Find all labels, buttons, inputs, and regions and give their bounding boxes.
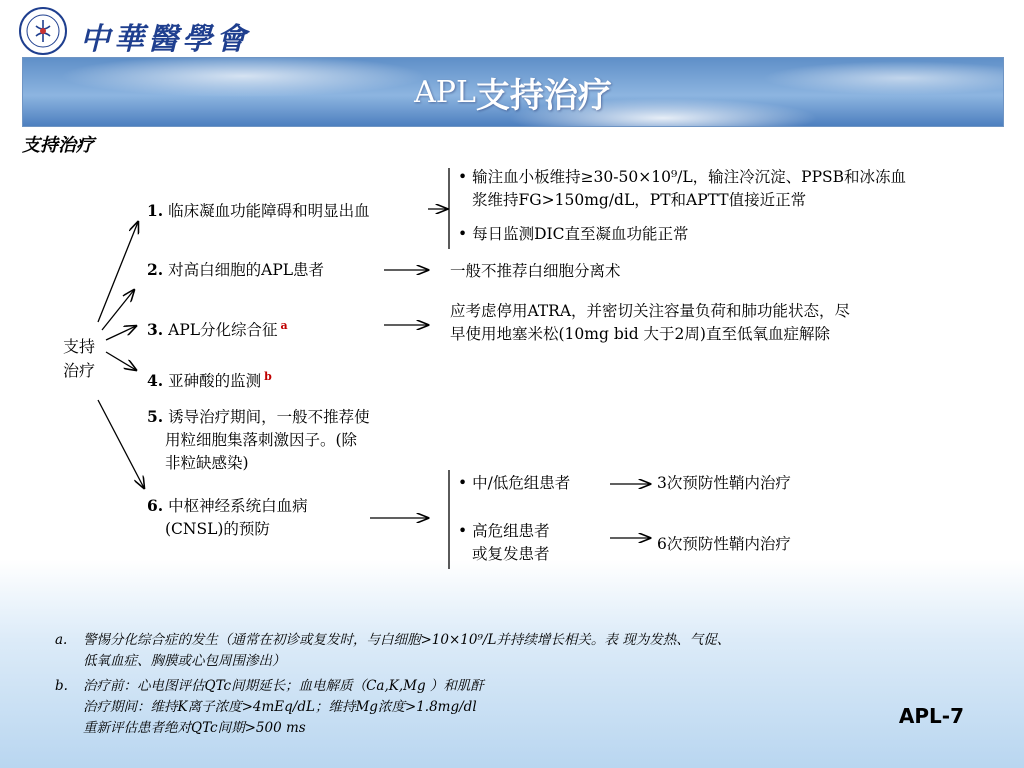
section-heading: 支持治疗 (22, 135, 94, 156)
footnote-a-line-1: 警惕分化综合症的发生（通常在初诊或复发时，与白细胞>10×10⁹/L并持续增长相关。表 现为发热、气促、 (83, 632, 731, 648)
branch-high-risk-line-1: • 高危组患者 (458, 522, 550, 540)
footnote-b (55, 676, 484, 739)
footnote-a-mark: a. (55, 632, 68, 648)
title-banner (22, 57, 1004, 127)
item-3 (147, 314, 288, 342)
footnote-a-line-2: 低氧血症、胸膜或心包周围渗出） (83, 653, 286, 669)
item-5-line-2: 用粒细胞集落刺激因子。(除 (165, 431, 358, 449)
item-5 (147, 405, 370, 475)
branch-low-risk-label: • 中/低危组患者 (458, 474, 571, 492)
brand-name: 中華醫學會 (80, 22, 250, 57)
branch-high-risk-label (458, 520, 550, 566)
item-2-label: 对高白细胞的APL患者 (168, 261, 325, 279)
arrow-to-item-4 (106, 352, 136, 370)
item-3-result-line-1: 应考虑停用ATRA，并密切关注容量负荷和肺功能状态，尽 (450, 302, 851, 320)
item-1-detail-1-line-1: • 输注血小板维持≥30-50×10⁹/L，输注冷沉淀、PPSB和冰冻血 (458, 168, 907, 186)
item-5-line-1: 诱导治疗期间，一般不推荐使 (168, 408, 370, 426)
item-1-detail-dic-monitoring: • 每日监测DIC直至凝血功能正常 (458, 225, 689, 243)
arrow-to-item-2 (102, 290, 134, 330)
item-2 (147, 258, 324, 282)
item-4 (147, 365, 272, 393)
footnote-b-line-2: 治疗期间：维持K离子浓度>4mEq/dL；维持Mg浓度>1.8mg/dl (83, 699, 477, 715)
item-3-footnote-mark: a (280, 319, 288, 332)
item-1-label: 临床凝血功能障碍和明显出血 (168, 202, 370, 220)
title-ascii: APL (414, 74, 476, 110)
branch-high-risk-line-2: 或复发患者 (472, 545, 550, 563)
page-title (23, 58, 1003, 126)
item-6 (147, 494, 308, 541)
item-1-number: 1. (147, 201, 164, 220)
item-2-result: 一般不推荐白细胞分离术 (450, 262, 621, 280)
item-3-label: APL分化综合征 (168, 321, 278, 340)
footnote-b-mark: b. (55, 678, 68, 694)
footnote-b-line-3: 重新评估患者绝对QTc间期>500 ms (83, 720, 306, 736)
slide-code: APL-7 (898, 704, 964, 728)
association-seal-icon (18, 6, 68, 56)
arrow-to-item-6 (98, 400, 144, 488)
logo (18, 6, 318, 58)
item-1-detail-1-line-2: 浆维持FG>150mg/dL，PT和APTT值接近正常 (472, 191, 807, 209)
item-4-footnote-mark: b (264, 370, 272, 383)
item-6-line-2: (CNSL)的预防 (165, 520, 270, 538)
item-3-result (450, 300, 850, 346)
title-cjk: 支持治疗 (475, 75, 612, 116)
item-6-line-1: 中枢神经系统白血病 (168, 497, 308, 515)
branch-low-risk-result: 3次预防性鞘内治疗 (657, 474, 791, 492)
item-4-label: 亚砷酸的监测 (168, 372, 262, 391)
item-6-number: 6. (147, 496, 164, 515)
arrow-to-item-1 (98, 222, 138, 322)
root-label-text: 支持 治疗 (62, 337, 95, 380)
item-2-number: 2. (147, 260, 164, 279)
item-4-number: 4. (147, 371, 164, 391)
arrow-to-item-3 (106, 326, 136, 340)
item-3-result-line-2: 早使用地塞米松(10mg bid 大于2周)直至低氧血症解除 (450, 325, 830, 343)
item-5-line-3: 非粒缺感染) (165, 454, 249, 472)
item-1 (147, 199, 370, 223)
item-3-number: 3. (147, 320, 164, 340)
item-5-number: 5. (147, 407, 164, 426)
branch-high-risk-result: 6次预防性鞘内治疗 (657, 535, 791, 553)
footnote-b-line-1: 治疗前：心电图评估QTc间期延长；血电解质（Ca,K,Mg ）和肌酐 (83, 678, 484, 694)
footnote-a (55, 630, 730, 672)
item-1-detail-transfusion (458, 166, 906, 212)
root-node-label (57, 335, 101, 383)
